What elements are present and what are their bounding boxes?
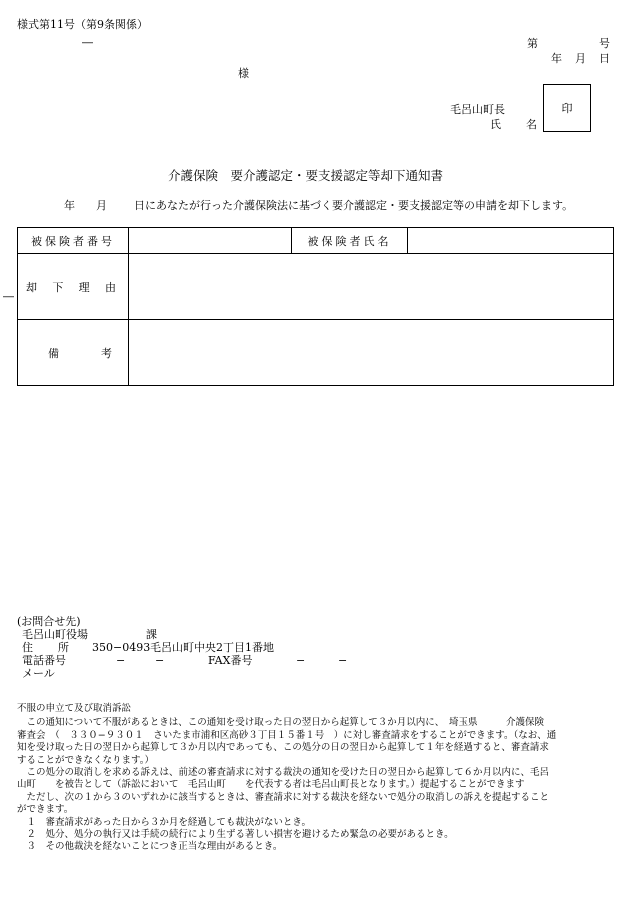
document-title: 介護保険 要介護認定・要支援認定等却下通知書 xyxy=(168,168,444,183)
notes-line: ができます。 xyxy=(17,804,74,816)
issuer-title: 毛呂山町長 xyxy=(450,103,505,116)
notes-line: １ 審査請求があった日から３か月を経過しても裁決がないとき。 xyxy=(17,816,312,828)
contact-section: 課 xyxy=(146,628,157,641)
fax-dash-2: − xyxy=(338,654,348,667)
intro-year: 年 xyxy=(64,199,75,212)
intro-text: 日にあなたが行った介護保険法に基づく要介護認定・要支援認定等の申請を却下します。 xyxy=(134,199,574,212)
seal-box xyxy=(543,84,591,132)
appeal-notes xyxy=(17,703,587,854)
date-year: 年 xyxy=(551,52,562,65)
margin-mark: ― xyxy=(3,290,14,303)
notes-heading: 不服の申立て及び取消訴訟 xyxy=(17,703,132,714)
table-row-insured xyxy=(18,228,614,254)
addressee-suffix: 様 xyxy=(238,67,249,80)
number-label-dai: 第 xyxy=(527,37,538,50)
phone-label: 電話番号 xyxy=(22,654,66,667)
intro-month: 月 xyxy=(96,199,107,212)
notes-line: ３ その他裁決を経ないことにつき正当な理由があるとき。 xyxy=(17,841,283,853)
table-row-reason xyxy=(18,254,614,320)
remarks-field[interactable] xyxy=(129,320,614,386)
reason-label: 却 下 理 由 xyxy=(18,254,129,320)
address-label-sho: 所 xyxy=(58,641,69,654)
fax-label: FAX番号 xyxy=(208,654,253,667)
fax-dash-1: − xyxy=(296,654,306,667)
table-row-remarks xyxy=(18,320,614,386)
notes-line: 審査会 （ ３３０−９３０１ さいたま市浦和区高砂３丁目１５番１号 ）に対し審査請求をすることができます。（なお、通 xyxy=(17,729,557,741)
notice-table xyxy=(17,227,614,386)
phone-dash-1: − xyxy=(116,654,126,667)
seal-label: 印 xyxy=(561,102,573,115)
phone-dash-2: − xyxy=(155,654,165,667)
notes-line: この処分の取消しを求める訴えは、前述の審査請求に対する裁決の通知を受けた日の翌日から起算して６か月以内に、毛呂 xyxy=(17,767,550,779)
notes-line: することができなくなります。） xyxy=(17,754,154,766)
mail-label: メール xyxy=(22,667,55,680)
name-label-shi: 氏 xyxy=(490,118,501,131)
remarks-label: 備 考 xyxy=(18,320,129,386)
header-dash: ― xyxy=(82,36,93,49)
reason-field[interactable] xyxy=(129,254,614,320)
insured-name-label: 被保険者氏名 xyxy=(292,228,408,254)
form-number: 様式第11号（第9条関係） xyxy=(17,18,148,31)
contact-office: 毛呂山町役場 xyxy=(22,628,88,641)
notes-line: 知を受け取った日の翌日から起算して３か月以内であっても、この処分の日の翌日から起算して１年を経過すると、審査請求 xyxy=(17,742,549,754)
contact-heading: (お問合せ先) xyxy=(17,615,81,628)
insured-number-field[interactable] xyxy=(129,228,292,254)
insured-number-label: 被保険者番号 xyxy=(18,228,129,254)
notes-line: 山町 を被告として（訴訟において 毛呂山町 を代表する者は毛呂山町長となります。）提起することができます xyxy=(17,779,525,791)
date-month: 月 xyxy=(575,52,586,65)
date-day: 日 xyxy=(599,52,610,65)
name-label-mei: 名 xyxy=(526,118,537,131)
insured-name-field[interactable] xyxy=(408,228,614,254)
notes-line: ただし、次の１から３のいずれかに該当するときは、審査請求に対する裁決を経ないで処分の取消しの訴えを提起すること xyxy=(17,791,550,803)
number-label-go: 号 xyxy=(599,37,610,50)
contact-address: 毛呂山町中央2丁目1番地 xyxy=(150,641,274,654)
notes-line: ２ 処分、処分の執行又は手続の続行により生ずる著しい損害を避けるため緊急の必要があるとき。 xyxy=(17,829,454,841)
address-label-ju: 住 xyxy=(22,641,33,654)
notes-line: この通知について不服があるときは、この通知を受け取った日の翌日から起算して３か月以内に、 埼玉県 介護保険 xyxy=(17,717,545,729)
contact-postal: 350−0493 xyxy=(92,641,151,654)
